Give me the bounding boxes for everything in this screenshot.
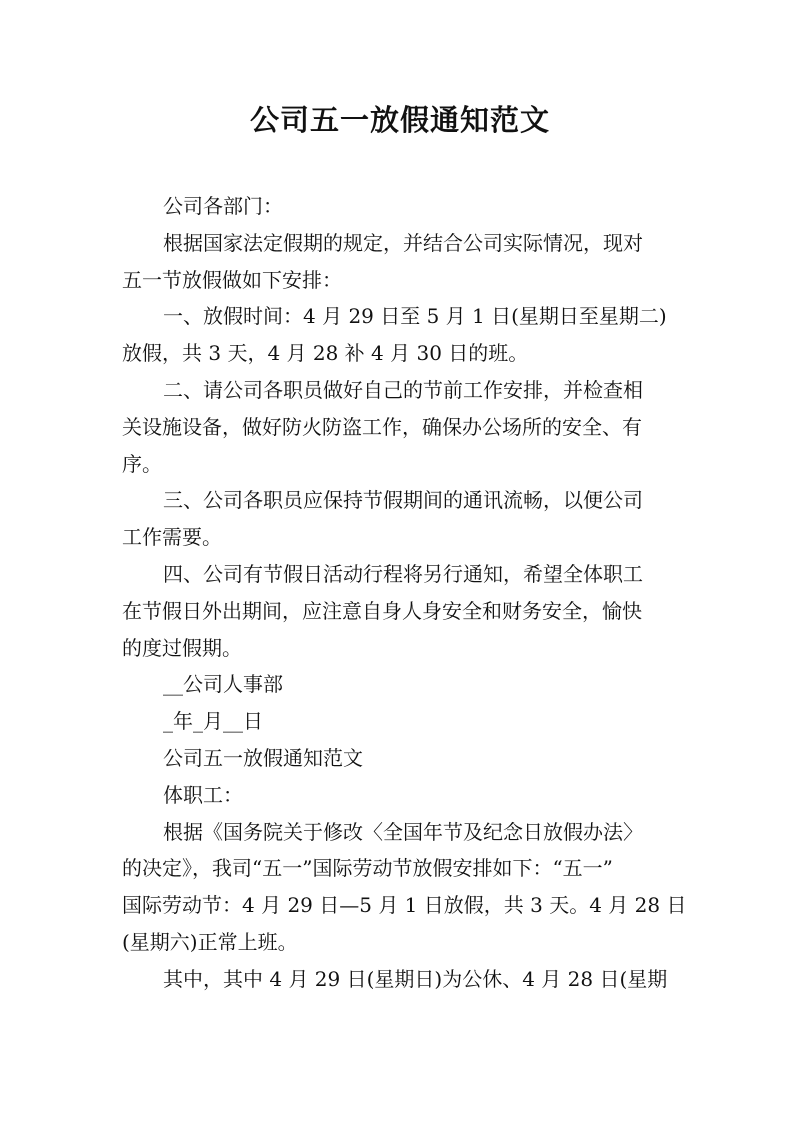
paragraph-line: 工作需要。 — [122, 525, 222, 550]
paragraph-line: 国际劳动节：4 月 29 日—5 月 1 日放假，共 3 天。4 月 28 日 — [122, 893, 687, 918]
paragraph-line: 的决定》，我司“五一”国际劳动节放假安排如下：“五一” — [122, 856, 613, 881]
paragraph-line: 关设施设备，做好防火防盗工作，确保办公场所的安全、有 — [122, 414, 642, 439]
paragraph-line: 在节假日外出期间，应注意自身人身安全和财务安全，愉快 — [122, 598, 642, 623]
signature-date: _年_月__日 — [163, 709, 263, 734]
paragraph-line: 根据国家法定假期的规定，并结合公司实际情况，现对 — [163, 230, 643, 255]
paragraph-line: 一、放假时间：4 月 29 日至 5 月 1 日(星期日至星期二) — [163, 304, 667, 329]
salutation-line: 体职工： — [163, 782, 243, 807]
salutation-line: 公司各部门： — [163, 194, 283, 218]
paragraph-line: 放假，共 3 天，4 月 28 补 4 月 30 日的班。 — [122, 341, 529, 366]
paragraph-line: 三、公司各职员应保持节假期间的通讯流畅，以便公司 — [163, 488, 643, 513]
section-heading: 公司五一放假通知范文 — [163, 745, 363, 770]
paragraph-line: 二、请公司各职员做好自己的节前工作安排，并检查相 — [163, 377, 643, 402]
paragraph-line: 四、公司有节假日活动行程将另行通知，希望全体职工 — [163, 561, 643, 586]
paragraph-line: 的度过假期。 — [122, 635, 242, 660]
paragraph-line: 五一节放假做如下安排： — [122, 267, 342, 292]
paragraph-line: 其中，其中 4 月 29 日(星期日)为公休、4 月 28 日(星期 — [163, 966, 668, 991]
paragraph-line: 序。 — [122, 451, 162, 476]
paragraph-line: (星期六)正常上班。 — [122, 929, 298, 954]
paragraph-line: 根据《国务院关于修改〈全国年节及纪念日放假办法〉 — [163, 819, 643, 844]
signature-department: __公司人事部 — [163, 672, 283, 697]
document-title: 公司五一放假通知范文 — [249, 103, 550, 137]
document-body — [122, 188, 692, 998]
